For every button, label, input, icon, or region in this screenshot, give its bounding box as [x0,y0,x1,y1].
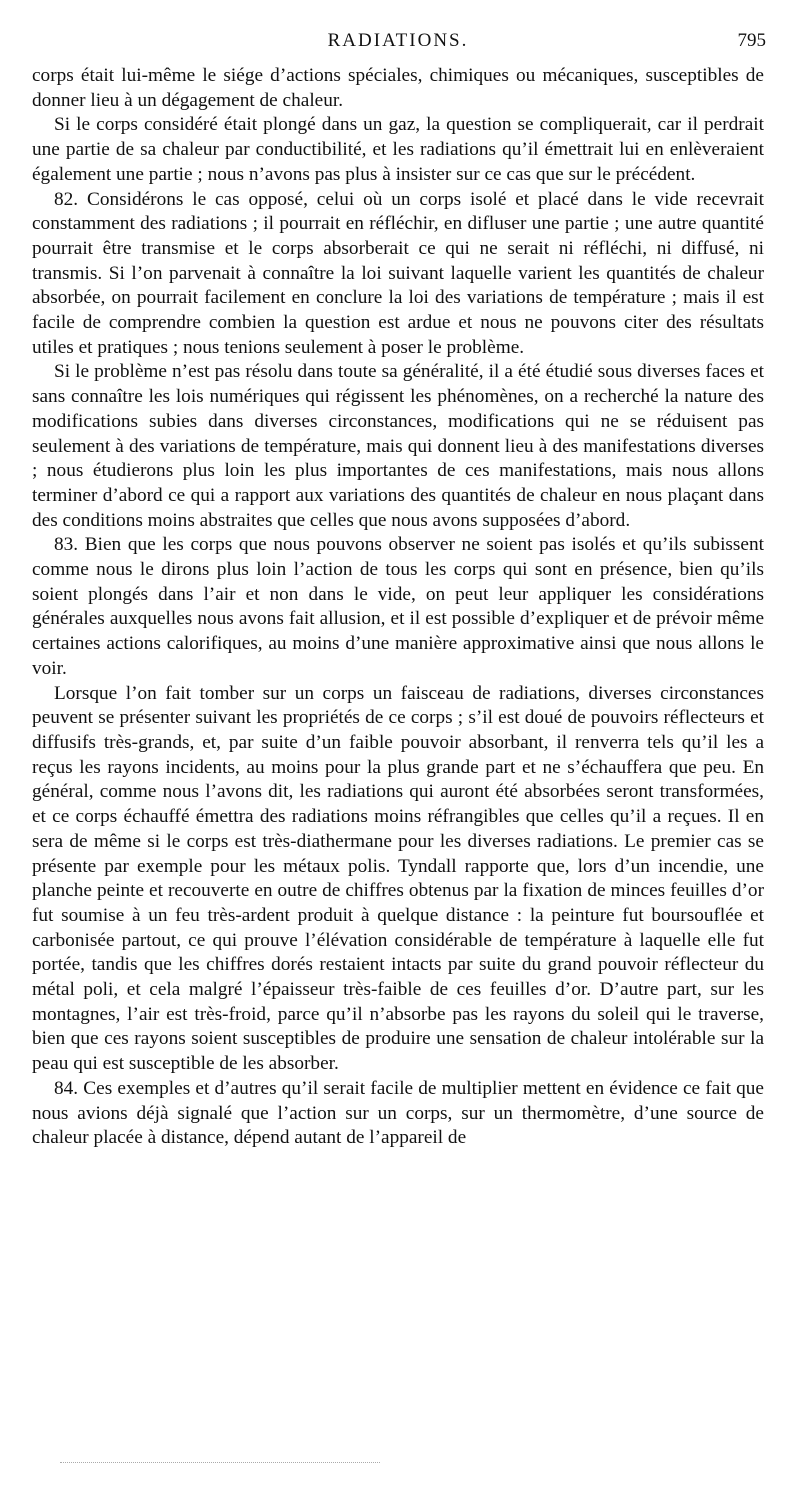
footer-rule [60,1462,380,1463]
paragraph-section-84: 84. Ces exemples et d’autres qu’il serait facile de multiplier mettent en évidence ce fait que nous avions déjà signalé que l’action sur un corps, sur un thermomètre, d’une source de chaleur placée à distance, dépend autant de l’appareil de [32,1077,764,1149]
running-title: RADIATIONS. [327,30,469,51]
paragraph: Si le problème n’est pas résolu dans toute sa généralité, il a été étudié sous diverses faces et sans connaître les lois numériques qui régissent les phénomènes, on a recherché la nature des modifications subies dans diverses circonstances, modifications qui ne se réduisent pas seulement à des variations de température, mais qui donnent lieu à des manifestations diverses ; nous étudierons plus loin les plus importantes de ces manifestations, mais nous allons terminer d’abord ce qui a rapport aux variations des quantités de chaleur en nous plaçant dans des conditions moins abstraites que celles que nous avons supposées d’abord. [32,361,764,531]
page-header [30,30,766,56]
body-text [32,64,764,1151]
page-number: 795 [737,30,766,51]
paragraph: Lorsque l’on fait tomber sur un corps un faisceau de radiations, diverses circonstances peuvent se présenter suivant les propriétés de ce corps ; s’il est doué de pouvoirs réflecteurs et diffusifs très-grands, et, par suite d’un faible pouvoir absorbant, il renverra tels qu’il les a reçus les rayons incidents, au moins pour la plus grande part et ne s’échauffera que peu. En général, comme nous l’avons dit, les radiations qui auront été absorbées seront transformées, et ce corps échauffé émettra des radiations moins réfrangibles que celles qu’il a reçues. Il en sera de même si le corps est très-diathermane pour les diverses radiations. Le premier cas se présente par exemple pour les métaux polis. Tyndall rapporte que, lors d’un incendie, une planche peinte et recouverte en outre de chiffres obtenus par la fixation de minces feuilles d’or fut soumise à un feu très-ardent produit à quelque distance : la peinture fut boursouflée et carbonisée partout, ce qui prouve l’élévation considérable de température à laquelle elle fut portée, tandis que les chiffres dorés restaient intacts par suite du grand pouvoir réflecteur du métal poli, et cela malgré l’épaisseur très-faible de ces feuilles d’or. D’autre part, sur les montagnes, l’air est très-froid, parce qu’il n’absorbe pas les rayons du soleil qui le traverse, bien que ces rayons soient susceptibles de produire une sensation de chaleur intolérable sur la peau qui est susceptible de les absorber. [32,682,764,1075]
paragraph-section-83: 83. Bien que les corps que nous pouvons observer ne soient pas isolés et qu’ils subissent comme nous le dirons plus loin l’action de tous les corps qui sont en présence, bien qu’ils soient plongés dans l’air et non dans le vide, on peut leur appliquer les considérations générales auxquelles nous avons fait allusion, et il est possible d’expliquer et de prévoir même certaines actions calorifiques, au moins d’une manière approximative ainsi que nous allons le voir. [32,534,764,679]
paragraph: Si le corps considéré était plongé dans un gaz, la question se compliquerait, car il perdrait une partie de sa chaleur par conductibilité, et les radiations qu’il émettrait lui en enlèveraient également une partie ; nous n’avons pas plus à insister sur ce cas que sur le précédent. [32,114,764,185]
paragraph-section-82: 82. Considérons le cas opposé, celui où un corps isolé et placé dans le vide recevrait constamment des radiations ; il pourrait en réfléchir, en difluser une partie ; une autre quantité pourrait être transmise et le corps absorberait ce qui ne serait ni réfléchi, ni diffusé, ni transmis. Si l’on parvenait à connaître la loi suivant laquelle varient les quantités de chaleur absorbée, on pourrait facilement en conclure la loi des variations de température ; mais il est facile de comprendre combien la question est ardue et nous ne pouvons citer des résultats utiles et pratiques ; nous tenions seulement à poser le problème. [32,188,764,358]
paragraph-continuation: corps était lui-même le siége d’actions spéciales, chimiques ou mécaniques, susceptibles de donner lieu à un dégagement de chaleur. [32,65,764,111]
